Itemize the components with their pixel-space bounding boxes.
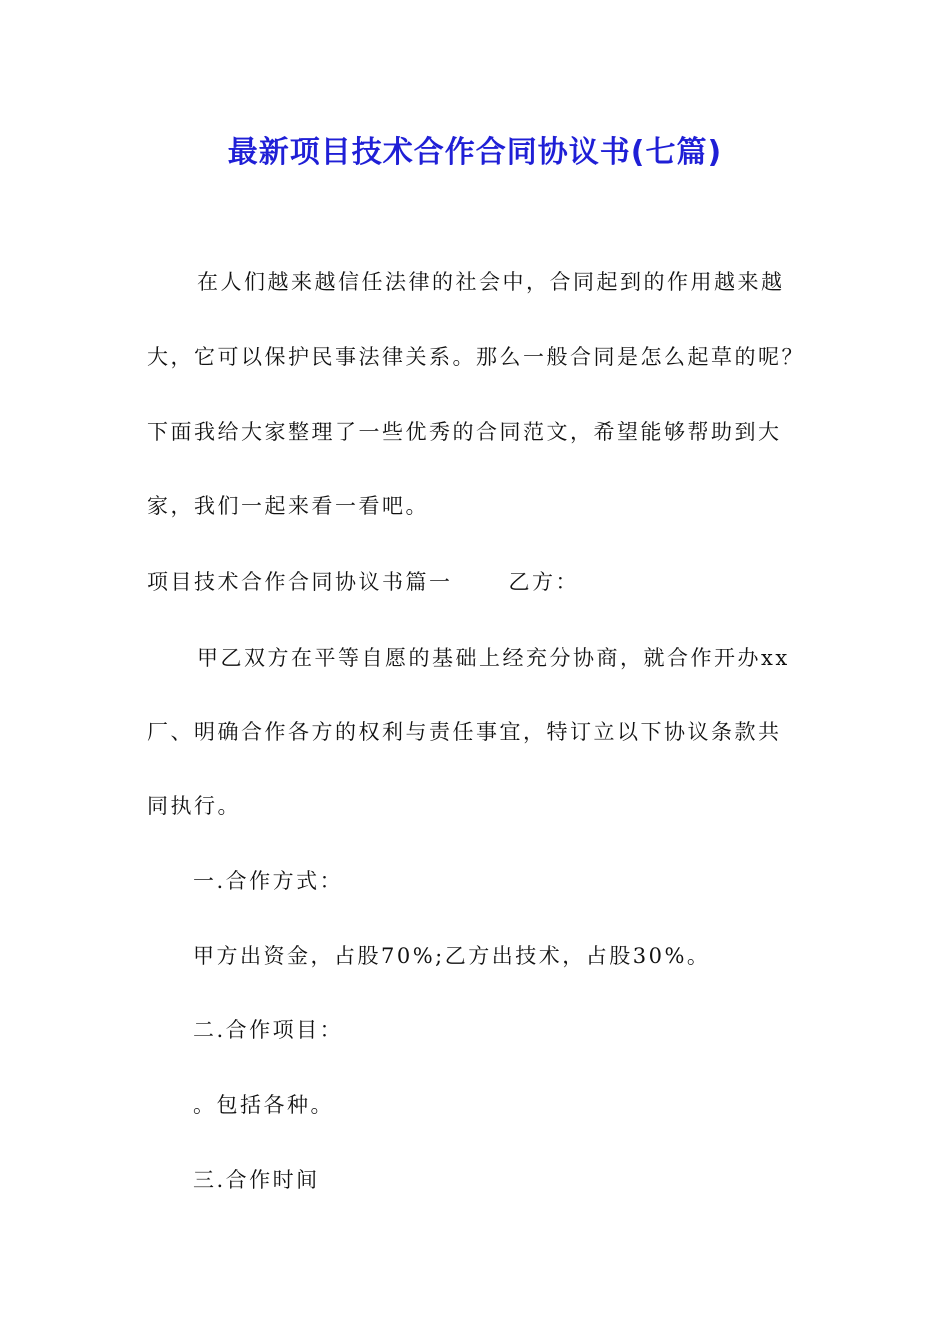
- clause-heading-2: 二.合作项目：: [193, 1018, 344, 1042]
- intro-line-4: 家，我们一起来看一看吧。: [147, 494, 429, 518]
- body-line-2: 厂、明确合作各方的权利与责任事宜，特订立以下协议条款共: [147, 720, 782, 744]
- section-heading: 项目技术合作合同协议书篇一: [147, 570, 453, 594]
- clause-heading-3: 三.合作时间: [193, 1168, 320, 1192]
- clause-text-2: 。包括各种。: [193, 1093, 334, 1117]
- body-line-1: 甲乙双方在平等自愿的基础上经充分协商，就合作开办xx: [197, 646, 790, 670]
- clause-heading-1: 一.合作方式：: [193, 869, 344, 893]
- intro-line-2: 大，它可以保护民事法律关系。那么一般合同是怎么起草的呢？: [147, 345, 805, 369]
- intro-line-3: 下面我给大家整理了一些优秀的合同范文，希望能够帮助到大: [147, 420, 782, 444]
- section-heading-line: [147, 567, 579, 597]
- body-line-3: 同执行。: [147, 794, 241, 818]
- document-title: 最新项目技术合作合同协议书(七篇): [227, 135, 723, 170]
- intro-line-1: 在人们越来越信任法律的社会中，合同起到的作用越来越: [197, 270, 785, 294]
- party-b-label: 乙方：: [508, 570, 579, 594]
- clause-text-1: 甲方出资金，占股70%;乙方出技术，占股30%。: [193, 944, 711, 968]
